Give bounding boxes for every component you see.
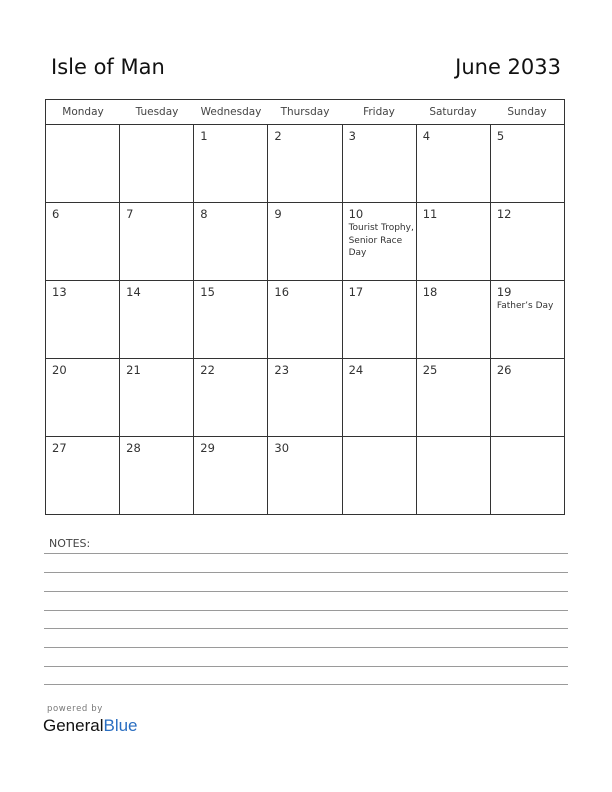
day-cell — [491, 281, 564, 358]
day-cell — [268, 203, 342, 280]
day-number: 14 — [126, 285, 141, 299]
notes-label: NOTES: — [49, 537, 91, 550]
day-cell — [194, 281, 268, 358]
notes-line — [44, 684, 568, 685]
day-number: 11 — [422, 207, 438, 221]
day-number: 6 — [52, 207, 60, 221]
weekday-header: Sunday — [507, 106, 547, 118]
day-cell — [194, 359, 268, 436]
day-cell — [194, 437, 268, 514]
day-number: 8 — [200, 207, 208, 221]
day-cell — [120, 359, 194, 436]
week-row — [46, 437, 564, 514]
day-cell — [120, 125, 194, 202]
day-number: 20 — [52, 363, 67, 377]
day-cell — [417, 437, 491, 514]
day-cell — [194, 125, 268, 202]
day-number: 25 — [422, 363, 438, 377]
day-cell — [46, 359, 120, 436]
day-cell — [491, 203, 564, 280]
day-number: 2 — [274, 129, 282, 143]
weekday-header: Thursday — [280, 106, 330, 118]
day-number: 1 — [200, 129, 208, 143]
notes-line — [44, 572, 568, 573]
weekday-header: Tuesday — [135, 106, 179, 118]
day-number: 10 — [348, 207, 364, 221]
day-cell — [491, 359, 564, 436]
day-cell — [343, 281, 417, 358]
brand-part-blue: Blue — [103, 716, 138, 735]
day-cell — [491, 125, 564, 202]
day-number: 17 — [348, 285, 364, 299]
notes-line — [44, 647, 568, 648]
day-number: 19 — [496, 285, 512, 299]
weekday-header: Monday — [62, 106, 104, 118]
day-number: 23 — [274, 363, 290, 377]
day-number: 15 — [200, 285, 215, 299]
day-cell — [491, 437, 564, 514]
day-cell — [343, 125, 417, 202]
day-cell — [343, 203, 417, 280]
day-cell — [194, 203, 268, 280]
day-number: 29 — [200, 441, 215, 455]
day-cell — [268, 281, 342, 358]
day-number: 21 — [126, 363, 141, 377]
day-cell — [417, 281, 491, 358]
notes-line — [44, 591, 568, 592]
day-cell — [46, 281, 120, 358]
day-cell — [343, 359, 417, 436]
day-cell — [120, 203, 194, 280]
day-number: 18 — [422, 285, 438, 299]
day-number: 9 — [274, 207, 282, 221]
notes-line — [44, 666, 568, 667]
day-cell — [268, 437, 342, 514]
day-cell — [343, 437, 417, 514]
holiday-event: Father’s Day — [496, 301, 554, 311]
day-cell — [268, 359, 342, 436]
day-cell — [46, 437, 120, 514]
day-cell — [46, 203, 120, 280]
calendar-grid — [45, 99, 565, 515]
brand-part-general: General — [43, 716, 104, 735]
notes-line — [44, 553, 568, 554]
day-number: 26 — [496, 363, 512, 377]
weekday-header: Wednesday — [200, 106, 262, 118]
calendar-region-title: Isle of Man — [51, 55, 165, 79]
weekday-header: Saturday — [429, 106, 477, 118]
day-number: 24 — [348, 363, 364, 377]
notes-line — [44, 610, 568, 611]
day-number: 22 — [200, 363, 215, 377]
weekday-header-row — [46, 100, 564, 125]
day-number: 13 — [52, 285, 67, 299]
day-number: 30 — [274, 441, 290, 455]
day-number: 27 — [52, 441, 67, 455]
week-row — [46, 359, 564, 437]
week-row — [46, 281, 564, 359]
day-number: 4 — [422, 129, 431, 143]
day-cell — [120, 281, 194, 358]
day-number: 12 — [496, 207, 512, 221]
day-cell — [120, 437, 194, 514]
generalblue-logo[interactable] — [43, 716, 138, 736]
day-number: 7 — [126, 207, 134, 221]
day-cell — [417, 359, 491, 436]
day-cell — [268, 125, 342, 202]
day-number: 5 — [496, 129, 505, 143]
day-number: 28 — [126, 441, 141, 455]
day-cell — [417, 203, 491, 280]
notes-line — [44, 628, 568, 629]
week-row — [46, 125, 564, 203]
powered-by-text: powered by — [47, 704, 103, 714]
week-row — [46, 203, 564, 281]
holiday-event: Tourist Trophy, Senior Race Day — [348, 223, 414, 258]
day-number: 3 — [348, 129, 356, 143]
day-cell — [46, 125, 120, 202]
day-cell — [417, 125, 491, 202]
weekday-header: Friday — [363, 106, 395, 118]
calendar-month-title: June 2033 — [455, 55, 561, 79]
day-number: 16 — [274, 285, 290, 299]
